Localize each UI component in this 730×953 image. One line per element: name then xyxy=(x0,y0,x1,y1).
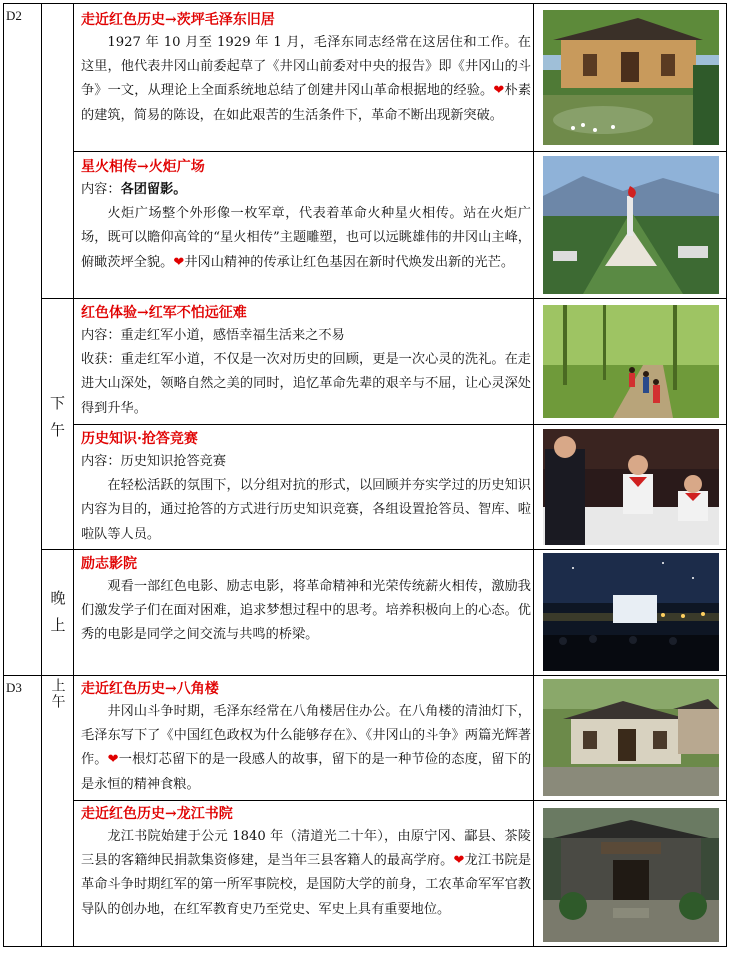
activity-cell xyxy=(81,302,531,421)
activity-description: 在轻松活跃的氛围下，以分组对抗的形式，以回顾并夯实学过的历史知识内容为目的，通过抢答的方式进行历史知识竞赛，各组设置抢答员、智库、啦啦队等人员。 xyxy=(81,478,531,542)
activity-description: 火炬广场整个外形像一枚军章，代表着革命火种星火相传。站在火炬广场，既可以瞻仰高耸的“星火相传”主题雕塑，也可以远眺雄伟的井冈山主峰，俯瞰茨坪全貌。❤井冈山精神的传承让红色基因在新时代焕发出新的光芒。 xyxy=(81,206,531,270)
activity-cell xyxy=(81,9,531,128)
activity-title: 星火相传→火炬广场 xyxy=(81,159,205,175)
row-divider xyxy=(3,675,727,676)
period-label: 下午 xyxy=(48,395,66,449)
table-border-bottom xyxy=(3,946,727,947)
activity-cell xyxy=(81,156,531,275)
outdoor-cinema-photo xyxy=(543,553,719,671)
activity-description: 井冈山斗争时期，毛泽东经常在八角楼居住办公。在八角楼的清油灯下，毛泽东写下了《中国红色政权为什么能够存在》、《井冈山的斗争》两篇光辉著作。❤一根灯芯留下的是一段感人的故事，留下的是一种节俭的态度，留下的是永恒的精神食粮。 xyxy=(81,704,531,792)
torch-square-photo xyxy=(543,156,719,294)
old-residence-photo xyxy=(543,10,719,145)
period-label: 上午 xyxy=(49,678,66,710)
activity-title: 走近红色历史→茨坪毛泽东旧居 xyxy=(81,12,275,28)
heart-icon: ❤ xyxy=(173,254,185,270)
activity-title: 红色体验→红军不怕远征难 xyxy=(81,305,247,321)
row-divider xyxy=(41,549,727,550)
activity-harvest: 收获：重走红军小道，不仅是一次对历史的回顾，更是一次心灵的洗礼。在走进大山深处，领略自然之美的同时，追忆革命先辈的艰辛与不屈，让心灵深处得到升华。 xyxy=(81,352,531,416)
table-border-top xyxy=(3,3,727,4)
activity-content: 内容：重走红军小道，感悟幸福生活来之不易 xyxy=(81,328,345,343)
activity-description: 1927 年 10 月至 1929 年 1 月，毛泽东同志经常在这居住和工作。在这里，他代表井冈山前委起草了《井冈山前委对中央的报告》即《井冈山的斗争》一文，从理论上全面系统地总结了创建井冈山革命根据地的经验。❤朴素的建筑，简易的陈设，在如此艰苦的生活条件下，革命不断出现新突破。 xyxy=(81,35,532,123)
activity-description: 龙江书院始建于公元 1840 年（清道光二十年），由原宁冈、酃县、茶陵三县的客籍绅民捐款集资修建，是当年三县客籍人的最高学府。❤龙江书院是革命斗争时期红军的第一所军事院校，是国防大学的前身，工农革命军军官教导队的创办地，在红军教育史乃至党史、军史上具有重要地位。 xyxy=(81,829,532,917)
day-label: D2 xyxy=(6,8,22,23)
activity-title: 走近红色历史→龙江书院 xyxy=(81,806,233,822)
activity-title: 走近红色历史→八角楼 xyxy=(81,681,219,697)
table-border-left xyxy=(3,3,4,947)
row-divider xyxy=(73,424,727,425)
activity-cell xyxy=(81,803,531,922)
activity-cell xyxy=(81,553,531,648)
day-label: D3 xyxy=(6,680,22,695)
trail-hike-photo xyxy=(543,305,719,418)
row-divider xyxy=(41,298,727,299)
octagon-building-photo xyxy=(543,679,719,796)
activity-content: 内容：各团留影。 xyxy=(81,182,187,197)
heart-icon: ❤ xyxy=(453,853,465,869)
row-divider xyxy=(73,800,727,801)
heart-icon: ❤ xyxy=(107,752,119,768)
heart-icon: ❤ xyxy=(493,83,505,99)
period-label: 晚上 xyxy=(48,590,67,644)
quiz-contest-photo xyxy=(543,429,719,545)
table-border-right xyxy=(726,3,727,947)
row-divider xyxy=(73,151,727,152)
activity-cell xyxy=(81,678,531,797)
longjiang-academy-photo xyxy=(543,808,719,942)
table-divider-photo xyxy=(533,3,534,947)
activity-content: 内容：历史知识抢答竞赛 xyxy=(81,454,227,469)
table-divider-period xyxy=(73,3,74,947)
table-divider-day xyxy=(41,3,42,947)
activity-title: 历史知识·抢答竞赛 xyxy=(81,431,198,447)
activity-cell xyxy=(81,428,531,547)
activity-title: 励志影院 xyxy=(81,556,137,572)
activity-description: 观看一部红色电影、励志电影，将革命精神和光荣传统薪火相传，激励我们激发学子们在面对困难，追求梦想过程中的思考。培养积极向上的心态。优秀的电影是同学之间交流与共鸣的桥梁。 xyxy=(81,579,531,643)
